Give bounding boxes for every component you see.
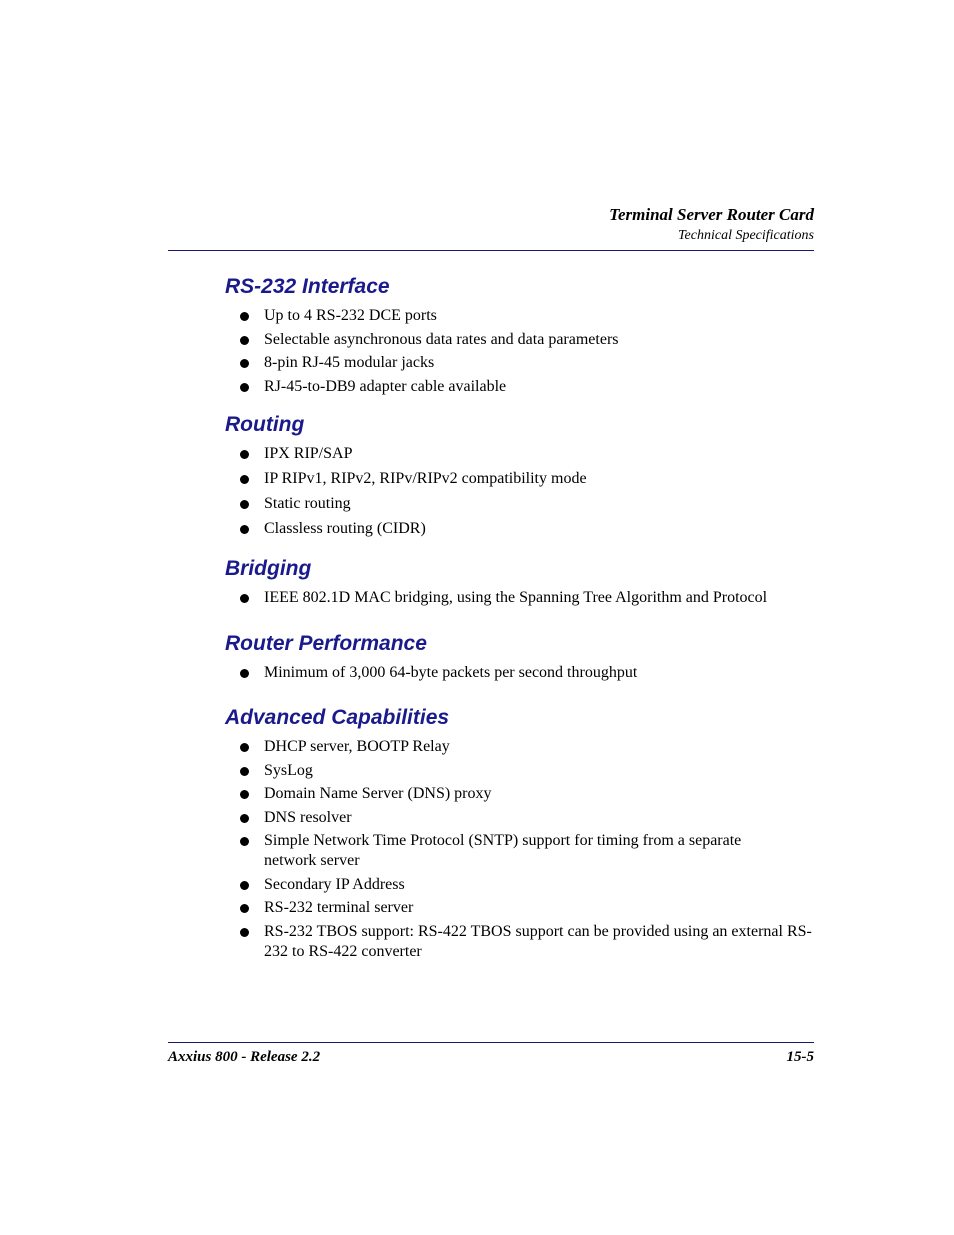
bullet-icon xyxy=(240,767,249,776)
list-item-text: SysLog xyxy=(264,761,313,779)
bullet-list xyxy=(225,737,825,962)
bullet-icon xyxy=(240,594,249,603)
list-item xyxy=(225,784,825,804)
list-item-text: 8-pin RJ-45 modular jacks xyxy=(264,354,435,371)
list-item-text: Domain Name Server (DNS) proxy xyxy=(264,785,492,802)
header-rule xyxy=(168,250,814,251)
list-item-text: RJ-45-to-DB9 adapter cable available xyxy=(264,377,507,395)
page-content xyxy=(225,272,825,965)
list-item-text: Up to 4 RS-232 DCE ports xyxy=(264,307,437,324)
section-heading: RS-232 Interface xyxy=(225,275,390,298)
section-heading: Router Performance xyxy=(225,631,427,655)
list-item xyxy=(225,663,825,683)
section-heading: Routing xyxy=(225,413,305,436)
bullet-icon xyxy=(240,336,249,345)
list-item xyxy=(225,353,825,373)
list-item-text: DNS resolver xyxy=(264,808,352,826)
bullet-icon xyxy=(240,743,249,752)
bullet-icon xyxy=(240,525,249,534)
bullet-icon xyxy=(240,450,249,459)
list-item-text: RS-232 terminal server xyxy=(264,899,414,916)
footer-rule xyxy=(168,1042,814,1043)
bullet-icon xyxy=(240,669,249,678)
list-item-text: IP RIPv1, RIPv2, RIPv/RIPv2 compatibility mode xyxy=(264,470,587,487)
bullet-icon xyxy=(240,837,249,846)
bullet-icon xyxy=(240,500,249,509)
list-item xyxy=(225,808,825,828)
list-item xyxy=(225,922,824,962)
list-item-text: Simple Network Time Protocol (SNTP) support for timing from a separate network server xyxy=(264,832,742,869)
chapter-title: Terminal Server Router Card xyxy=(609,205,814,224)
bullet-icon xyxy=(240,881,249,890)
bullet-icon xyxy=(240,383,249,392)
list-item xyxy=(225,444,825,464)
list-item xyxy=(225,494,825,514)
section-advanced-capabilities xyxy=(225,703,825,962)
bullet-icon xyxy=(240,312,249,321)
list-item xyxy=(225,306,825,326)
section-heading: Advanced Capabilities xyxy=(225,706,450,729)
list-item-text: RS-232 TBOS support: RS-422 TBOS support can be provided using an external RS-232 to RS-422 converter xyxy=(264,922,812,960)
list-item xyxy=(225,330,825,350)
list-item xyxy=(225,761,825,781)
list-item xyxy=(225,898,825,918)
section-subtitle: Technical Specifications xyxy=(678,228,814,243)
list-item-text: Secondary IP Address xyxy=(264,875,405,893)
page-number: 15-5 xyxy=(786,1049,814,1065)
bullet-icon xyxy=(240,904,249,913)
list-item-text: Classless routing (CIDR) xyxy=(264,520,426,537)
bullet-icon xyxy=(240,790,249,799)
document-title: Axxius 800 - Release 2.2 xyxy=(168,1049,321,1065)
list-item-text: DHCP server, BOOTP Relay xyxy=(264,738,450,755)
bullet-list xyxy=(225,663,825,683)
list-item-text: Static routing xyxy=(264,495,351,512)
bullet-list xyxy=(225,306,825,397)
list-item-text: Selectable asynchronous data rates and data parameters xyxy=(264,330,619,348)
list-item-text: IEEE 802.1D MAC bridging, using the Spanning Tree Algorithm and Protocol xyxy=(264,589,768,606)
bullet-icon xyxy=(240,928,249,937)
list-item-text: IPX RIP/SAP xyxy=(264,445,353,462)
section-rs232-interface xyxy=(225,272,825,397)
bullet-icon xyxy=(240,814,249,823)
list-item xyxy=(225,831,784,871)
list-item xyxy=(225,737,825,757)
bullet-list xyxy=(225,588,825,608)
running-header xyxy=(168,204,814,245)
bullet-icon xyxy=(240,359,249,368)
section-bridging xyxy=(225,554,825,608)
list-item xyxy=(225,469,825,489)
list-item xyxy=(225,588,825,608)
list-item xyxy=(225,519,825,539)
bullet-icon xyxy=(240,475,249,484)
list-item-text: Minimum of 3,000 64-byte packets per second throughput xyxy=(264,663,638,681)
bullet-list xyxy=(225,444,825,539)
section-router-performance xyxy=(225,629,825,683)
section-heading: Bridging xyxy=(225,557,312,580)
list-item xyxy=(225,377,825,397)
section-routing xyxy=(225,410,825,539)
list-item xyxy=(225,875,825,895)
